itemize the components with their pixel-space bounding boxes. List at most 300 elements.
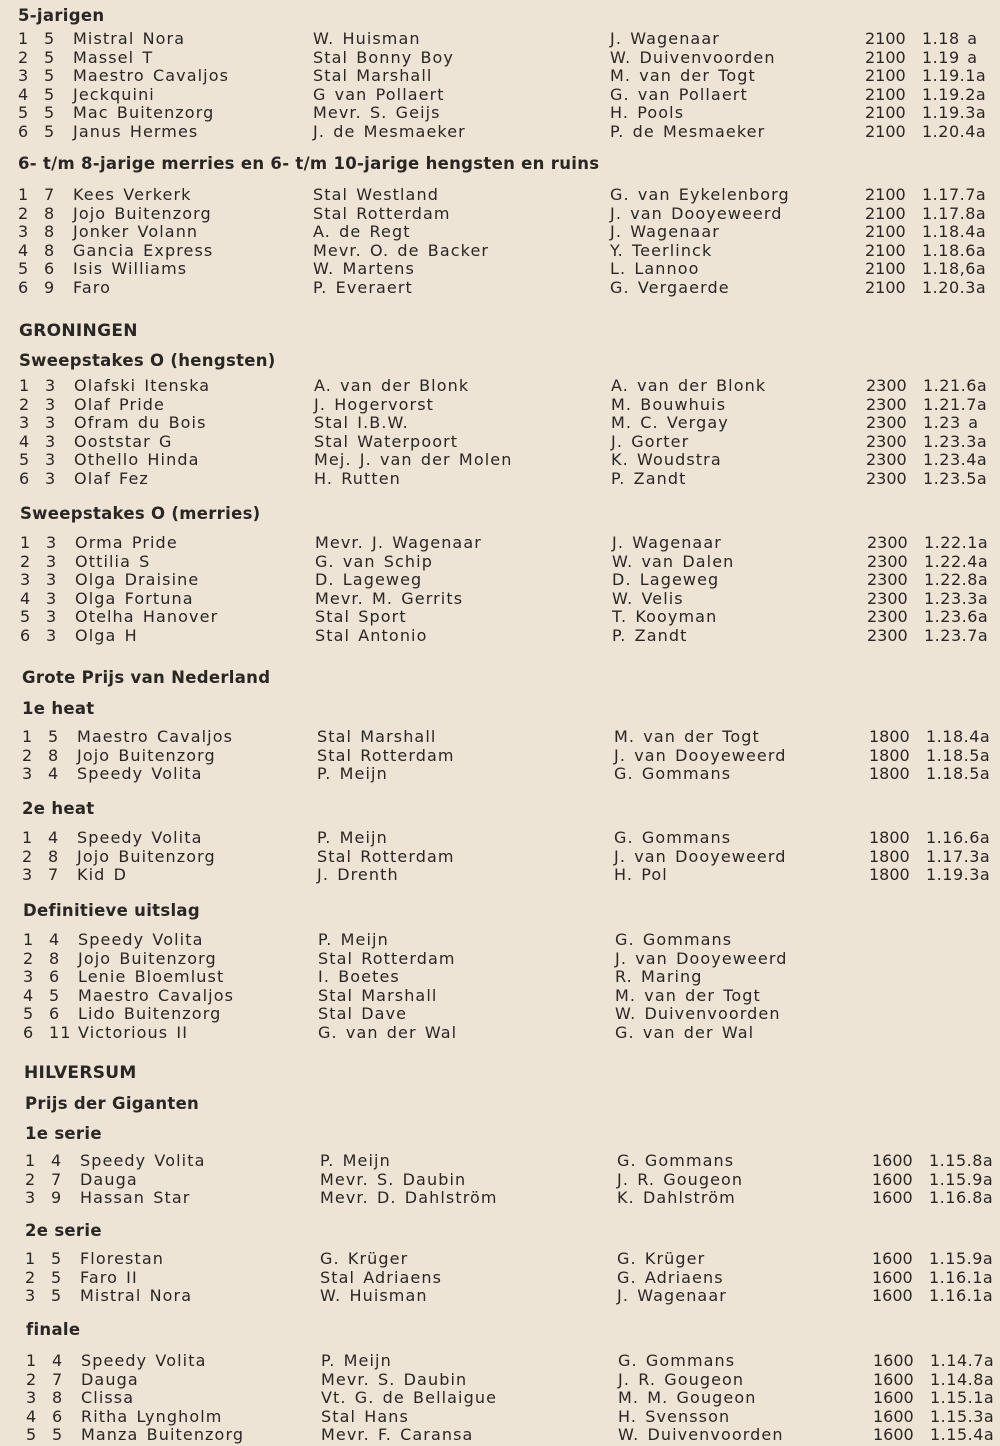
dist-cell: 1600 [872, 1169, 913, 1189]
age-cell: 6 [49, 1004, 61, 1024]
horse-cell: Kid D [77, 865, 127, 885]
pos-cell: 2 [18, 47, 30, 67]
driver-cell: G. Krüger [617, 1249, 706, 1268]
result-row [2, 533, 992, 552]
dist-cell: 1600 [873, 1388, 914, 1408]
owner-cell: Stal Adriaens [320, 1267, 443, 1287]
driver-cell: G. Gommans [615, 930, 733, 949]
time-cell: 1.21.6a [923, 376, 988, 395]
result-row [8, 1370, 998, 1389]
owner-cell: P. Everaert [313, 278, 413, 297]
age-cell: 7 [51, 1169, 63, 1189]
dist-cell: 2100 [865, 84, 906, 104]
result-row [8, 1351, 998, 1370]
age-cell: 5 [51, 1267, 63, 1287]
horse-cell: Othello Hinda [74, 450, 200, 470]
pos-cell: 6 [18, 278, 30, 297]
pos-cell: 6 [18, 122, 30, 141]
age-cell: 3 [46, 551, 58, 571]
driver-cell: J. Gorter [611, 431, 690, 451]
section-heading: 2e serie [25, 1221, 102, 1240]
result-row [7, 1151, 997, 1170]
time-cell: 1.23.3a [923, 431, 988, 451]
time-cell: 1.18.4a [922, 222, 987, 242]
age-cell: 3 [46, 626, 58, 645]
dist-cell: 2100 [865, 122, 906, 141]
section-heading: 6- t/m 8-jarige merries en 6- t/m 10-jarige hengsten en ruins [18, 154, 600, 173]
horse-cell: Lido Buitenzorg [78, 1004, 222, 1024]
owner-cell: Stal Marshall [318, 985, 438, 1005]
pos-cell: 4 [18, 84, 30, 104]
dist-cell: 1800 [869, 727, 910, 746]
driver-cell: J. R. Gougeon [617, 1169, 744, 1189]
horse-cell: Jojo Buitenzorg [77, 745, 216, 765]
dist-cell: 1600 [873, 1425, 914, 1445]
result-row [5, 967, 995, 986]
pos-cell: 3 [22, 764, 34, 784]
time-cell: 1.18.6a [922, 240, 987, 260]
age-cell: 8 [48, 745, 60, 765]
horse-cell: Ooststar G [74, 431, 173, 451]
result-row [5, 1004, 995, 1023]
time-cell: 1.18.4a [926, 727, 991, 746]
age-cell: 3 [46, 588, 58, 608]
dist-cell: 2300 [866, 413, 907, 433]
time-cell: 1.16.6a [926, 828, 991, 847]
result-row [4, 828, 994, 847]
time-cell: 1.21.7a [923, 394, 988, 414]
result-row [5, 986, 995, 1005]
horse-cell: Olafski Itenska [74, 376, 211, 395]
pos-cell: 2 [18, 203, 30, 223]
age-cell: 8 [49, 948, 61, 968]
owner-cell: P. Meijn [317, 764, 388, 784]
pos-cell: 3 [23, 967, 35, 987]
pos-cell: 1 [18, 185, 30, 204]
owner-cell: Stal Marshall [317, 727, 437, 746]
pos-cell: 3 [26, 1388, 38, 1408]
driver-cell: J. van Dooyeweerd [614, 745, 787, 765]
driver-cell: J. Wagenaar [617, 1286, 727, 1306]
owner-cell: Mevr. D. Dahlström [320, 1188, 498, 1208]
result-row [1, 413, 991, 432]
age-cell: 4 [52, 1351, 64, 1370]
horse-cell: Speedy Volita [77, 764, 203, 784]
age-cell: 5 [51, 1249, 63, 1268]
horse-cell: Maestro Cavaljos [73, 66, 230, 86]
section-heading: 5-jarigen [18, 6, 105, 25]
dist-cell: 1600 [872, 1151, 913, 1170]
time-cell: 1.16.1a [929, 1286, 994, 1306]
owner-cell: G. van der Wal [318, 1023, 458, 1042]
age-cell: 3 [45, 450, 57, 470]
pos-cell: 5 [18, 259, 30, 279]
age-cell: 3 [45, 469, 57, 488]
driver-cell: G. van Pollaert [610, 84, 748, 104]
time-cell: 1.17.3a [926, 846, 991, 866]
section-heading: Grote Prijs van Nederland [22, 668, 271, 687]
age-cell: 4 [48, 828, 60, 847]
owner-cell: Stal Bonny Boy [313, 47, 455, 67]
owner-cell: Stal Rotterdam [313, 203, 451, 223]
age-cell: 3 [45, 431, 57, 451]
pos-cell: 3 [22, 865, 34, 885]
pos-cell: 1 [25, 1151, 37, 1170]
driver-cell: Y. Teerlinck [610, 240, 713, 260]
driver-cell: K. Woudstra [611, 450, 722, 470]
time-cell: 1.23 a [923, 413, 979, 433]
horse-cell: Mistral Nora [80, 1286, 193, 1306]
dist-cell: 2100 [865, 203, 906, 223]
result-row [1, 469, 991, 488]
age-cell: 5 [44, 47, 56, 67]
owner-cell: I. Boetes [318, 967, 400, 987]
age-cell: 4 [51, 1151, 63, 1170]
dist-cell: 1600 [872, 1249, 913, 1268]
driver-cell: L. Lannoo [610, 259, 700, 279]
horse-cell: Maestro Cavaljos [77, 727, 234, 746]
time-cell: 1.15.3a [930, 1406, 995, 1426]
owner-cell: Stal Rotterdam [317, 745, 455, 765]
driver-cell: M. van der Togt [615, 985, 761, 1005]
dist-cell: 2100 [865, 103, 906, 123]
owner-cell: D. Lageweg [315, 570, 423, 590]
driver-cell: A. van der Blonk [611, 376, 767, 395]
dist-cell: 1800 [869, 764, 910, 784]
owner-cell: P. Meijn [321, 1351, 392, 1370]
section-heading: 2e heat [22, 799, 95, 818]
driver-cell: M. Bouwhuis [611, 394, 727, 414]
result-row [5, 949, 995, 968]
driver-cell: G. van der Wal [615, 1023, 755, 1042]
time-cell: 1.15.1a [930, 1388, 995, 1408]
age-cell: 7 [44, 185, 56, 204]
result-row [0, 259, 990, 278]
owner-cell: Mevr. S. Daubin [321, 1369, 468, 1389]
owner-cell: A. de Regt [313, 222, 411, 242]
driver-cell: G. Gommans [617, 1151, 735, 1170]
owner-cell: P. Meijn [318, 930, 389, 949]
age-cell: 7 [48, 865, 60, 885]
owner-cell: Stal Antonio [315, 626, 428, 645]
horse-cell: Olaf Pride [74, 394, 165, 414]
time-cell: 1.20.3a [922, 278, 987, 297]
owner-cell: H. Rutten [314, 469, 401, 488]
dist-cell: 1800 [869, 828, 910, 847]
dist-cell: 2100 [865, 29, 906, 48]
dist-cell: 2100 [865, 240, 906, 260]
result-row [7, 1268, 997, 1287]
driver-cell: H. Pools [610, 103, 685, 123]
time-cell: 1.17.7a [922, 185, 987, 204]
section-heading: Definitieve uitslag [23, 901, 200, 920]
result-row [7, 1286, 997, 1305]
driver-cell: W. van Dalen [612, 551, 735, 571]
dist-cell: 2300 [867, 533, 908, 552]
age-cell: 5 [48, 727, 60, 746]
time-cell: 1.22.4a [924, 551, 989, 571]
owner-cell: G van Pollaert [313, 84, 445, 104]
horse-cell: Mistral Nora [73, 29, 186, 48]
time-cell: 1.15.8a [929, 1151, 994, 1170]
time-cell: 1.19.2a [922, 84, 987, 104]
dist-cell: 2100 [865, 259, 906, 279]
horse-cell: Jojo Buitenzorg [78, 948, 217, 968]
section-heading: 1e serie [25, 1124, 102, 1143]
horse-cell: Olaf Fez [74, 469, 149, 488]
time-cell: 1.15.9a [929, 1169, 994, 1189]
horse-cell: Dauga [81, 1369, 139, 1389]
horse-cell: Jojo Buitenzorg [77, 846, 216, 866]
driver-cell: M. C. Vergay [611, 413, 729, 433]
result-row [0, 103, 990, 122]
time-cell: 1.22.8a [924, 570, 989, 590]
owner-cell: Stal Waterpoort [314, 431, 459, 451]
result-row [7, 1249, 997, 1268]
time-cell: 1.18 a [922, 29, 978, 48]
pos-cell: 1 [20, 533, 32, 552]
section-heading: finale [26, 1320, 81, 1339]
dist-cell: 2100 [865, 66, 906, 86]
owner-cell: Mevr. M. Gerrits [315, 588, 464, 608]
owner-cell: Stal Rotterdam [317, 846, 455, 866]
horse-cell: Ofram du Bois [74, 413, 207, 433]
pos-cell: 2 [19, 394, 31, 414]
horse-cell: Speedy Volita [78, 930, 204, 949]
result-row [0, 204, 990, 223]
horse-cell: Lenie Bloemlust [78, 967, 225, 987]
owner-cell: G. van Schip [315, 551, 433, 571]
result-row [0, 29, 990, 48]
horse-cell: Faro [73, 278, 111, 297]
driver-cell: J. van Dooyeweerd [610, 203, 783, 223]
age-cell: 5 [44, 66, 56, 86]
age-cell: 11 [49, 1023, 72, 1042]
dist-cell: 2300 [866, 376, 907, 395]
owner-cell: Mevr. F. Caransa [321, 1425, 474, 1445]
driver-cell: W. Duivenvoorden [615, 1004, 781, 1024]
time-cell: 1.20.4a [922, 122, 987, 141]
time-cell: 1.19.3a [926, 865, 991, 885]
age-cell: 7 [52, 1369, 64, 1389]
age-cell: 3 [46, 570, 58, 590]
pos-cell: 3 [19, 413, 31, 433]
pos-cell: 3 [25, 1188, 37, 1208]
owner-cell: W. Huisman [313, 29, 421, 48]
age-cell: 8 [52, 1388, 64, 1408]
pos-cell: 4 [18, 240, 30, 260]
pos-cell: 4 [23, 985, 35, 1005]
dist-cell: 2300 [866, 394, 907, 414]
driver-cell: G. Gommans [614, 828, 732, 847]
driver-cell: G. Gommans [618, 1351, 736, 1370]
dist-cell: 1800 [869, 865, 910, 885]
dist-cell: 1800 [869, 745, 910, 765]
driver-cell: J. van Dooyeweerd [614, 846, 787, 866]
section-heading: Prijs der Giganten [25, 1094, 200, 1113]
time-cell: 1.17.8a [922, 203, 987, 223]
horse-cell: Faro II [80, 1267, 138, 1287]
dist-cell: 2300 [866, 450, 907, 470]
owner-cell: J. de Mesmaeker [313, 122, 466, 141]
age-cell: 8 [44, 203, 56, 223]
pos-cell: 2 [22, 846, 34, 866]
age-cell: 5 [52, 1425, 64, 1445]
dist-cell: 2300 [867, 588, 908, 608]
horse-cell: Jonker Volann [73, 222, 199, 242]
pos-cell: 5 [19, 450, 31, 470]
horse-cell: Maestro Cavaljos [78, 985, 235, 1005]
pos-cell: 1 [22, 727, 34, 746]
driver-cell: P. de Mesmaeker [610, 122, 766, 141]
time-cell: 1.23.7a [924, 626, 989, 645]
result-row [4, 764, 994, 783]
horse-cell: Speedy Volita [80, 1151, 206, 1170]
horse-cell: Ritha Lyngholm [81, 1406, 223, 1426]
result-row [4, 847, 994, 866]
driver-cell: G. Vergaerde [610, 278, 730, 297]
result-row [5, 930, 995, 949]
result-row [8, 1388, 998, 1407]
dist-cell: 2100 [865, 278, 906, 297]
age-cell: 3 [45, 413, 57, 433]
result-row [0, 48, 990, 67]
horse-cell: Mac Buitenzorg [73, 103, 215, 123]
driver-cell: M. M. Gougeon [618, 1388, 757, 1408]
driver-cell: R. Maring [615, 967, 703, 987]
driver-cell: J. Wagenaar [612, 533, 722, 552]
age-cell: 5 [44, 29, 56, 48]
dist-cell: 2100 [865, 47, 906, 67]
dist-cell: 2300 [867, 626, 908, 645]
result-row [1, 395, 991, 414]
driver-cell: J. Wagenaar [610, 222, 720, 242]
time-cell: 1.23.4a [923, 450, 988, 470]
age-cell: 5 [44, 103, 56, 123]
pos-cell: 6 [20, 626, 32, 645]
horse-cell: Speedy Volita [77, 828, 203, 847]
time-cell: 1.19 a [922, 47, 978, 67]
age-cell: 9 [44, 278, 56, 297]
pos-cell: 6 [23, 1023, 35, 1042]
result-row [0, 278, 990, 297]
result-row [5, 1023, 995, 1042]
result-row [0, 66, 990, 85]
age-cell: 9 [51, 1188, 63, 1208]
owner-cell: Mevr. J. Wagenaar [315, 533, 482, 552]
horse-cell: Manza Buitenzorg [81, 1425, 245, 1445]
time-cell: 1.19.1a [922, 66, 987, 86]
pos-cell: 2 [22, 745, 34, 765]
driver-cell: J. van Dooyeweerd [615, 948, 788, 968]
owner-cell: P. Meijn [320, 1151, 391, 1170]
horse-cell: Jeckquini [73, 84, 155, 104]
age-cell: 4 [48, 764, 60, 784]
dist-cell: 1600 [873, 1369, 914, 1389]
owner-cell: Stal Sport [315, 607, 407, 627]
owner-cell: Stal Westland [313, 185, 439, 204]
pos-cell: 2 [25, 1267, 37, 1287]
result-row [7, 1188, 997, 1207]
horse-cell: Victorious II [78, 1023, 189, 1042]
pos-cell: 2 [20, 551, 32, 571]
pos-cell: 5 [18, 103, 30, 123]
pos-cell: 2 [25, 1169, 37, 1189]
section-heading: Sweepstakes O (hengsten) [19, 351, 276, 370]
owner-cell: G. Krüger [320, 1249, 409, 1268]
result-row [0, 222, 990, 241]
result-row [4, 746, 994, 765]
result-row [0, 185, 990, 204]
owner-cell: A. van der Blonk [314, 376, 470, 395]
horse-cell: Isis Williams [73, 259, 188, 279]
time-cell: 1.18,6a [922, 259, 987, 279]
driver-cell: G. van Eykelenborg [610, 185, 790, 204]
driver-cell: D. Lageweg [612, 570, 720, 590]
pos-cell: 4 [26, 1406, 38, 1426]
horse-cell: Orma Pride [75, 533, 178, 552]
pos-cell: 1 [23, 930, 35, 949]
driver-cell: J. Wagenaar [610, 29, 720, 48]
horse-cell: Otelha Hanover [75, 607, 219, 627]
dist-cell: 2300 [866, 431, 907, 451]
owner-cell: Vt. G. de Bellaigue [321, 1388, 498, 1408]
driver-cell: K. Dahlström [617, 1188, 736, 1208]
driver-cell: T. Kooyman [612, 607, 718, 627]
age-cell: 3 [45, 376, 57, 395]
age-cell: 5 [51, 1286, 63, 1306]
time-cell: 1.22.1a [924, 533, 989, 552]
pos-cell: 1 [25, 1249, 37, 1268]
age-cell: 5 [44, 122, 56, 141]
driver-cell: P. Zandt [611, 469, 687, 488]
time-cell: 1.15.4a [930, 1425, 995, 1445]
driver-cell: H. Pol [614, 865, 668, 885]
time-cell: 1.14.8a [930, 1369, 995, 1389]
horse-cell: Janus Hermes [73, 122, 199, 141]
pos-cell: 3 [20, 570, 32, 590]
pos-cell: 3 [18, 222, 30, 242]
dist-cell: 1600 [872, 1267, 913, 1287]
pos-cell: 4 [19, 431, 31, 451]
time-cell: 1.16.1a [929, 1267, 994, 1287]
time-cell: 1.23.3a [924, 588, 989, 608]
pos-cell: 5 [26, 1425, 38, 1445]
age-cell: 8 [44, 222, 56, 242]
result-row [2, 570, 992, 589]
pos-cell: 2 [23, 948, 35, 968]
result-row [7, 1170, 997, 1189]
dist-cell: 2300 [867, 607, 908, 627]
owner-cell: Stal Dave [318, 1004, 408, 1024]
dist-cell: 2300 [867, 570, 908, 590]
result-row [0, 122, 990, 141]
owner-cell: J. Hogervorst [314, 394, 435, 414]
result-row [4, 727, 994, 746]
horse-cell: Dauga [80, 1169, 138, 1189]
time-cell: 1.18.5a [926, 745, 991, 765]
pos-cell: 5 [23, 1004, 35, 1024]
owner-cell: Stal I.B.W. [314, 413, 409, 433]
result-row [2, 552, 992, 571]
horse-cell: Clissa [81, 1388, 135, 1408]
result-row [8, 1407, 998, 1426]
time-cell: 1.15.9a [929, 1249, 994, 1268]
owner-cell: Stal Marshall [313, 66, 433, 86]
driver-cell: M. van der Togt [610, 66, 756, 86]
result-row [1, 450, 991, 469]
section-heading: HILVERSUM [24, 1063, 137, 1083]
